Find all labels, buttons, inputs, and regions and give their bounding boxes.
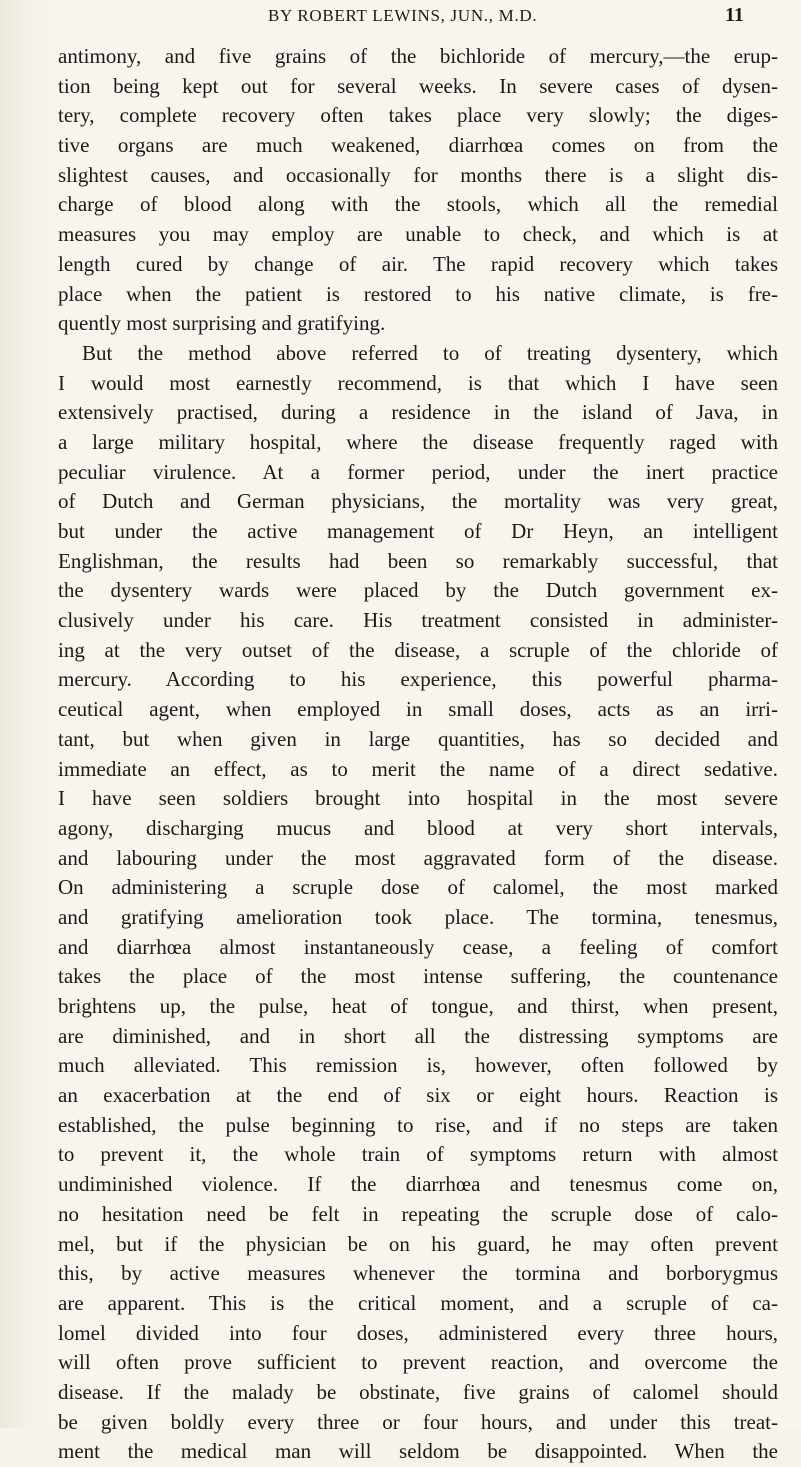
text-line: but under the active management of Dr Heyn, an intelligent xyxy=(58,519,778,543)
text-line: clusively under his care. His treatment consisted in administer- xyxy=(58,608,778,633)
text-line: Englishman, the results had been so remarkably successful, that xyxy=(58,548,778,573)
text-line: brightens up, the pulse, heat of tongue, and thirst, when present, xyxy=(58,994,778,1018)
text-line: takes the place of the most intense suffering, the countenance xyxy=(58,964,778,989)
text-line: will often prove sufficient to prevent reaction, and overcome the xyxy=(58,1350,778,1375)
text-line: of Dutch and German physicians, the mortality was very great, xyxy=(58,489,778,514)
text-line: ing at the very outset of the disease, a scruple of the chloride of xyxy=(58,637,778,662)
text-line: a large military hospital, where the disease frequently raged with xyxy=(58,429,778,454)
text-line: to prevent it, the whole train of symptoms return with almost xyxy=(58,1142,778,1167)
text-line: and labouring under the most aggravated form of the disease. xyxy=(58,845,778,870)
text-line: are apparent. This is the critical moment, and a scruple of ca- xyxy=(58,1290,778,1315)
text-line: are diminished, and in short all the distressing symptoms are xyxy=(58,1023,778,1048)
text-line: disease. If the malady be obstinate, five grains of calomel should xyxy=(58,1379,778,1404)
text-line: ceutical agent, when employed in small doses, acts as an irri- xyxy=(58,697,778,722)
text-line: and diarrhœa almost instantaneously cease, a feeling of comfort xyxy=(58,934,778,959)
text-line: established, the pulse beginning to rise, and if no steps are taken xyxy=(58,1112,778,1137)
text-line: tant, but when given in large quantities, has so decided and xyxy=(58,726,778,751)
text-line: antimony, and five grains of the bichloride of mercury,—the erup- xyxy=(58,44,778,68)
text-line: I would most earnestly recommend, is that which I have seen xyxy=(58,370,778,395)
text-line: mel, but if the physician be on his guard, he may often prevent xyxy=(58,1231,778,1256)
text-line: an exacerbation at the end of six or eight hours. Reaction is xyxy=(58,1083,778,1108)
text-line: undiminished violence. If the diarrhœa and tenesmus come on, xyxy=(58,1172,778,1197)
text-line: slightest causes, and occasionally for months there is a slight dis- xyxy=(58,162,778,187)
text-line: and gratifying amelioration took place. The tormina, tenesmus, xyxy=(58,904,778,929)
text-line: On administering a scruple dose of calomel, the most marked xyxy=(58,875,778,900)
text-line: lomel divided into four doses, administered every three hours, xyxy=(58,1320,778,1345)
text-line: quently most surprising and gratifying. xyxy=(58,311,386,336)
text-line: I have seen soldiers brought into hospital in the most severe xyxy=(58,786,778,811)
text-line: tery, complete recovery often takes place very slowly; the diges- xyxy=(58,103,778,128)
text-line: ment the medical man will seldom be disappointed. When the xyxy=(58,1439,778,1464)
page-number: 11 xyxy=(725,4,744,26)
text-line: be given boldly every three or four hours, and under this treat- xyxy=(58,1409,778,1434)
text-line: charge of blood along with the stools, which all the remedial xyxy=(58,192,778,217)
text-line: no hesitation need be felt in repeating the scruple dose of calo- xyxy=(58,1201,778,1226)
text-line: mercury. According to his experience, this powerful pharma- xyxy=(58,667,778,692)
text-line: agony, discharging mucus and blood at very short intervals, xyxy=(58,815,778,840)
running-head: BY ROBERT LEWINS, JUN., M.D. xyxy=(268,6,538,25)
body-text xyxy=(58,42,778,1467)
text-line: measures you may employ are unable to check, and which is at xyxy=(58,222,778,247)
text-line: peculiar virulence. At a former period, under the inert practice xyxy=(58,459,778,484)
page-header xyxy=(0,0,801,40)
paragraph-start-line: But the method above referred to of treating dysentery, which xyxy=(82,340,778,365)
text-line: much alleviated. This remission is, however, often followed by xyxy=(58,1053,778,1078)
text-line: length cured by change of air. The rapid recovery which takes xyxy=(58,251,778,276)
text-line: tive organs are much weakened, diarrhœa comes on from the xyxy=(58,133,778,158)
text-line: immediate an effect, as to merit the name of a direct sedative. xyxy=(58,756,778,781)
text-line: place when the patient is restored to his native climate, is fre- xyxy=(58,281,778,306)
text-line: this, by active measures whenever the tormina and borborygmus xyxy=(58,1261,778,1286)
text-line: the dysentery wards were placed by the Dutch government ex- xyxy=(58,578,778,603)
text-line: tion being kept out for several weeks. In severe cases of dysen- xyxy=(58,73,778,98)
text-line: extensively practised, during a residence in the island of Java, in xyxy=(58,400,778,425)
